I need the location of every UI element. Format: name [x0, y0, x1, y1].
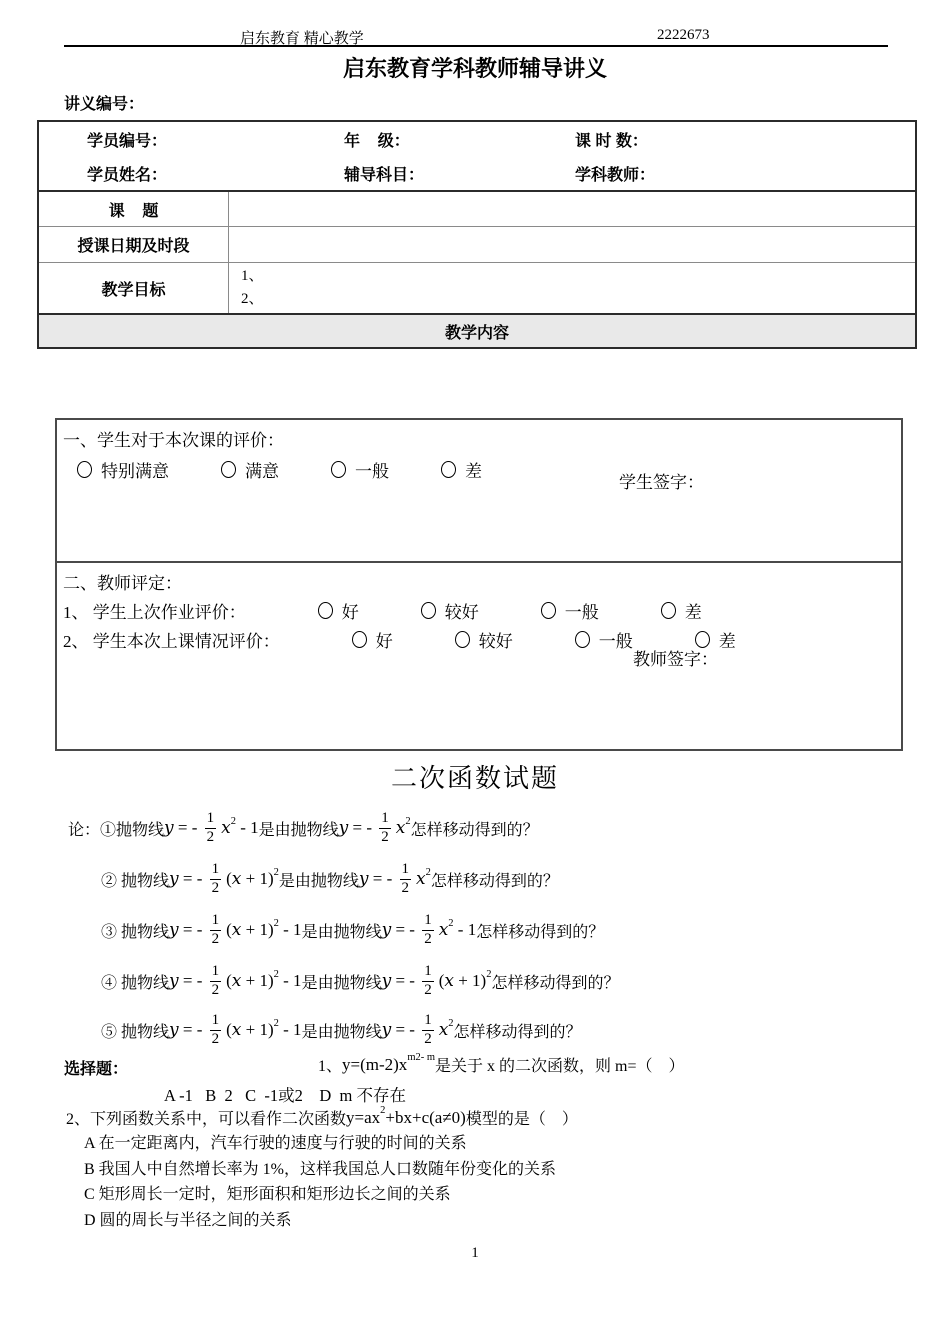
teacher-evaluation-rows: [63, 598, 901, 652]
math-var: x: [438, 1020, 449, 1040]
question-1-options: A -1 B 2 C -1或2 D m 不存在: [164, 1086, 407, 1105]
student-evaluation-options: [77, 457, 901, 483]
header-brand: 启东教育 精心教学: [240, 31, 364, 47]
math-text: ④ 抛物线: [101, 974, 170, 992]
teacher-evaluation-section: [57, 561, 901, 749]
radio-option: [77, 457, 169, 482]
radio-option: [221, 457, 279, 482]
superscript: 2: [273, 968, 279, 980]
fraction: $\frac{1}{2}$: [211, 1012, 220, 1047]
math-var: y: [338, 818, 349, 838]
teacher-row-options: [352, 627, 798, 652]
math-rom: (: [226, 971, 232, 990]
math-var: x: [438, 920, 449, 940]
fraction: $\frac{1}{2}$: [424, 963, 432, 998]
superscript: 2: [405, 815, 411, 827]
math-rom: = -: [348, 818, 377, 837]
goal-value: [229, 263, 915, 313]
exam-title: 二次函数试题: [390, 763, 559, 793]
q2-option-D: D 圆的周长与半径之间的关系: [84, 1211, 292, 1229]
teacher-row-label: 2、 学生本次上课情况评价：: [63, 632, 280, 651]
question-1: [318, 1053, 685, 1076]
radio-option: [331, 457, 389, 482]
question-2-options: [84, 1131, 556, 1233]
math-rom: - 1: [278, 1020, 302, 1039]
radio-option: [455, 627, 513, 652]
subject-label: 辅导科目：: [344, 166, 425, 184]
table-row-date: [39, 226, 915, 262]
math-rom: = -: [178, 869, 207, 888]
problem-line-2: [101, 857, 559, 901]
superscript: 2: [230, 815, 236, 827]
math-text: 是由抛物线: [301, 923, 382, 941]
superscript: 2: [448, 917, 454, 929]
choice-section-label: 选择题：: [64, 1061, 129, 1078]
math-var: x: [444, 971, 454, 991]
math-var: x: [231, 920, 242, 940]
math-rom: = -: [173, 818, 202, 837]
topic-value: [229, 192, 915, 226]
math-text: 怎样移动得到的？: [410, 821, 539, 839]
radio-circle-icon: [318, 602, 333, 619]
header-rule: [64, 45, 888, 47]
header-code: 2222673: [657, 27, 710, 43]
problem-line-3: [101, 908, 604, 952]
math-text: 是由抛物线: [258, 821, 339, 839]
math-var: x: [231, 971, 242, 991]
problem-line-1: [68, 806, 539, 850]
radio-option-label: 较好: [478, 632, 513, 651]
math-var: x: [231, 1020, 242, 1040]
q2-option-A: A 在一定距离内，汽车行驶的速度与行驶的时间的关系: [84, 1135, 467, 1152]
radio-circle-icon: [575, 631, 590, 648]
math-var: y: [164, 818, 174, 838]
radio-circle-icon: [455, 631, 470, 648]
date-value: [229, 227, 915, 262]
math-rom: - 1: [278, 971, 302, 990]
math-rom: + 1): [241, 869, 274, 888]
problem-line-4: [101, 959, 619, 1003]
math-var: y: [169, 971, 179, 991]
problem-line-5: [101, 1008, 582, 1052]
radio-option-label: 好: [341, 603, 359, 622]
grade-label: 年 级：: [344, 132, 410, 150]
radio-option-label: 一般: [598, 632, 633, 651]
fraction: $\frac{1}{2}$: [211, 912, 220, 947]
math-var: x: [416, 869, 426, 889]
table-row-goal: [39, 262, 915, 313]
teacher-signature-label: 教师签字：: [633, 650, 718, 669]
radio-option-label: 特别满意: [101, 462, 169, 481]
info-table-header-section: [39, 122, 915, 190]
math-rom: = -: [368, 869, 397, 888]
math-rom: = -: [178, 971, 207, 990]
superscript: 2: [273, 1017, 279, 1029]
math-var: y: [169, 920, 179, 940]
radio-option: [441, 457, 482, 482]
math-rom: (: [226, 920, 232, 939]
superscript: 2: [380, 1105, 386, 1116]
fraction: $\frac{1}{2}$: [401, 861, 410, 896]
math-var: y: [381, 1020, 392, 1040]
math-rom: - 1: [278, 920, 302, 939]
math-rom: = -: [391, 971, 420, 990]
math-text: 怎样移动得到的？: [476, 923, 605, 941]
student-id-label: 学员编号：: [87, 132, 168, 150]
fraction: $\frac{1}{2}$: [211, 861, 220, 896]
lecture-no-label: 讲义编号：: [64, 96, 145, 113]
radio-option-label: 较好: [444, 603, 479, 622]
radio-circle-icon: [331, 461, 346, 478]
teacher-row-options: [318, 598, 764, 623]
info-table: [37, 120, 917, 349]
evaluation-box: [55, 418, 903, 751]
math-text: ② 抛物线: [101, 872, 170, 890]
goal-line-1: 1、: [241, 268, 264, 284]
radio-option-label: 好: [375, 632, 393, 651]
teacher-evaluation-title: 二、教师评定：: [63, 574, 182, 593]
superscript: 2: [448, 1017, 454, 1029]
math-var: x: [395, 818, 406, 838]
doc-title: 启东教育学科教师辅导讲义: [342, 56, 607, 81]
question-2: [66, 1106, 578, 1129]
table-row-topic: [39, 190, 915, 226]
math-text: ⑤ 抛物线: [101, 1023, 170, 1041]
math-text: 怎样移动得到的？: [430, 872, 559, 890]
math-text: 论：①抛物线: [68, 821, 165, 839]
radio-circle-icon: [352, 631, 367, 648]
math-var: x: [231, 869, 242, 889]
math-rom: - 1: [453, 920, 477, 939]
radio-option: [318, 598, 359, 623]
fraction: $\frac{1}{2}$: [206, 810, 215, 845]
date-label: 授课日期及时段: [39, 227, 229, 262]
radio-circle-icon: [421, 602, 436, 619]
radio-option-label: 差: [465, 462, 482, 481]
teacher-evaluation-row-2: [63, 627, 901, 652]
math-text: 是由抛物线: [278, 872, 359, 890]
math-rom: y=ax: [346, 1107, 381, 1127]
math-rom: = -: [391, 1020, 420, 1039]
goal-label: 教学目标: [39, 263, 229, 313]
radio-circle-icon: [661, 602, 676, 619]
math-text: 怎样移动得到的？: [491, 974, 620, 992]
goal-line-2: 2、: [241, 291, 264, 307]
math-var: y: [381, 971, 392, 991]
math-var: y: [169, 1020, 179, 1040]
radio-option: [541, 598, 599, 623]
math-text: 是由抛物线: [301, 1023, 382, 1041]
fraction: $\frac{1}{2}$: [424, 1012, 432, 1047]
radio-option-label: 差: [684, 603, 702, 622]
radio-option-label: 差: [718, 632, 736, 651]
radio-option: [421, 598, 479, 623]
q2-option-B: B 我国人中自然增长率为 1%，这样我国总人口数随年份变化的关系: [84, 1160, 557, 1178]
radio-option-label: 一般: [564, 603, 599, 622]
radio-option: [661, 598, 702, 623]
teacher-label: 学科教师：: [575, 166, 656, 184]
lesson-hours-label: 课 时 数：: [575, 132, 648, 150]
math-var: x: [221, 818, 231, 838]
student-evaluation-section: [57, 420, 901, 561]
math-text: 是关于 x 的二次函数，则 m=（ ）: [435, 1058, 685, 1075]
math-rom: + 1): [241, 971, 274, 990]
math-rom: (: [438, 971, 445, 990]
student-name-label: 学员姓名：: [87, 166, 168, 184]
math-rom: (: [226, 869, 232, 888]
math-rom: - 1: [235, 818, 259, 837]
radio-option: [352, 627, 393, 652]
math-rom: (: [226, 1020, 232, 1039]
math-text: 是由抛物线: [301, 974, 382, 992]
math-var: y: [381, 920, 392, 940]
student-signature-label: 学生签字：: [619, 473, 704, 492]
content-header-bar: 教学内容: [39, 313, 915, 347]
math-text: 模型的是（ ）: [465, 1111, 578, 1128]
math-var: y: [169, 869, 179, 889]
math-text: ③ 抛物线: [101, 923, 170, 941]
superscript: 2: [273, 866, 279, 878]
fraction: $\frac{1}{2}$: [381, 810, 389, 845]
page-number: 1: [471, 1245, 479, 1261]
superscript: 2: [425, 866, 431, 878]
math-rom: y=(m-2)x: [342, 1054, 408, 1074]
radio-circle-icon: [441, 461, 456, 478]
teacher-evaluation-row-1: [63, 598, 901, 623]
fraction: $\frac{1}{2}$: [211, 963, 220, 998]
superscript: m2- m: [407, 1052, 436, 1063]
radio-circle-icon: [77, 461, 92, 478]
math-rom: + 1): [241, 920, 274, 939]
fraction: $\frac{1}{2}$: [424, 912, 432, 947]
math-rom: + 1): [453, 971, 487, 990]
student-evaluation-title: 一、学生对于本次课的评价：: [63, 431, 284, 450]
math-text: 1、: [318, 1058, 343, 1075]
teacher-row-label: 1、 学生上次作业评价：: [63, 603, 246, 622]
math-rom: = -: [178, 920, 207, 939]
math-rom: = -: [391, 920, 420, 939]
math-var: y: [358, 869, 369, 889]
radio-option-label: 一般: [355, 462, 389, 481]
superscript: 2: [486, 968, 492, 980]
math-text: 怎样移动得到的？: [453, 1023, 582, 1041]
topic-label: 课 题: [39, 192, 229, 226]
radio-option: [575, 627, 633, 652]
math-rom: = -: [178, 1020, 207, 1039]
radio-circle-icon: [221, 461, 236, 478]
math-rom: +bx+c(a≠0): [385, 1107, 466, 1127]
math-text: 2、下列函数关系中，可以看作二次函数: [66, 1111, 347, 1128]
superscript: 2: [273, 917, 279, 929]
math-rom: + 1): [241, 1020, 274, 1039]
radio-circle-icon: [541, 602, 556, 619]
radio-option-label: 满意: [245, 462, 279, 481]
q2-option-C: C 矩形周长一定时，矩形面积和矩形边长之间的关系: [84, 1186, 451, 1203]
